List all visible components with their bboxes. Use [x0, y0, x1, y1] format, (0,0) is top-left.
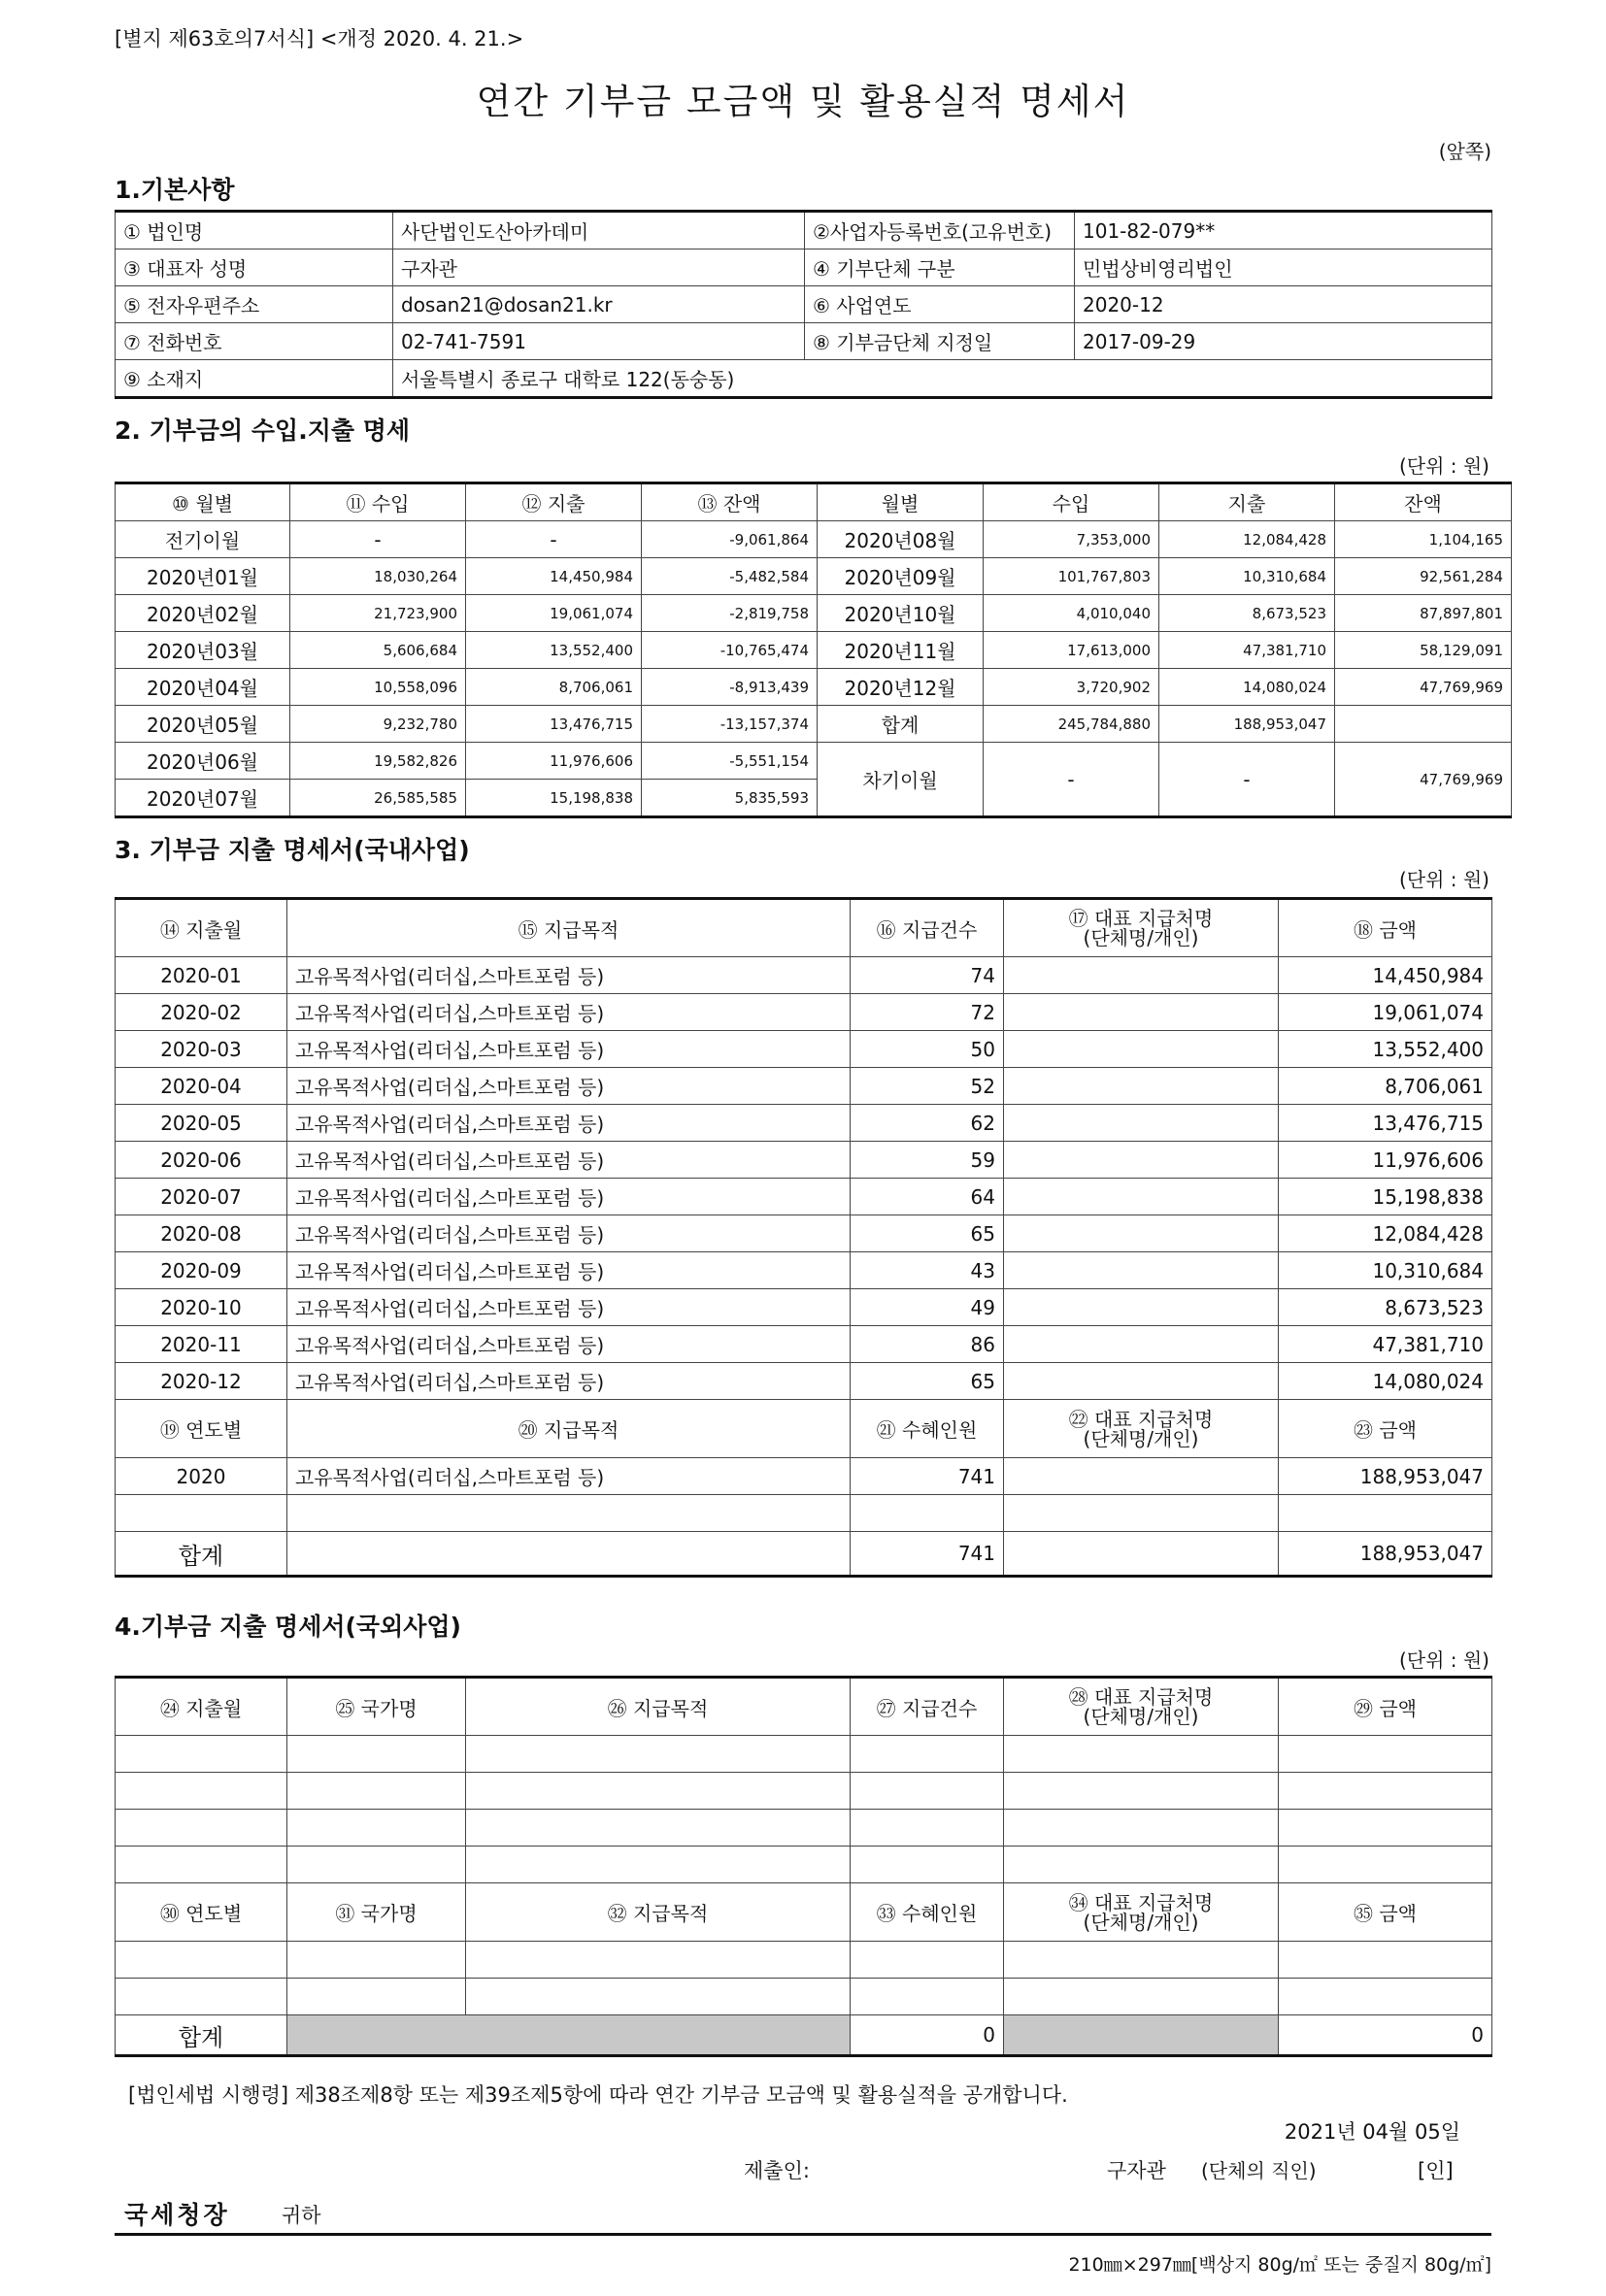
purpose-cell: 고유목적사업(리더십,스마트포럼 등): [287, 1215, 851, 1252]
total-label: 합계: [116, 1532, 287, 1577]
document-title: 연간 기부금 모금액 및 활용실적 명세서: [476, 81, 1130, 122]
income-row: [116, 669, 1512, 706]
count-cell: 64: [851, 1179, 1004, 1215]
domestic-row: [116, 1105, 1492, 1142]
submitter-role: (단체의 직인): [1201, 2159, 1317, 2182]
count-cell: 49: [851, 1289, 1004, 1326]
month-cell: 2020년07월: [116, 780, 290, 817]
month-cell: 합계: [818, 706, 984, 743]
column-header: ㉕ 국가명: [287, 1678, 466, 1736]
income-cell: 19,582,826: [290, 743, 466, 780]
recipient-cell: [1004, 1142, 1279, 1179]
column-header: ㉜ 지급목적: [466, 1883, 851, 1942]
foreign-header-row: [116, 1678, 1492, 1736]
income-cell: 9,232,780: [290, 706, 466, 743]
amount-cell: 14,450,984: [1279, 957, 1492, 994]
header-line: ㉒ 대표 지급처명: [1068, 1407, 1214, 1431]
form-number: [별지 제63호의7서식] <개정 2020. 4. 21.>: [115, 27, 524, 50]
balance-cell: -2,819,758: [642, 595, 818, 632]
expense-cell: 13,552,400: [466, 632, 642, 669]
section-domestic-heading: 3. 기부금 지출 명세서(국내사업): [115, 836, 470, 864]
income-row: [116, 558, 1512, 595]
empty-cell: [116, 1942, 287, 1979]
column-header: ⑲ 연도별: [116, 1400, 287, 1458]
recipient-cell: [1004, 1289, 1279, 1326]
empty-cell: [116, 1810, 287, 1847]
empty-cell: [287, 1810, 466, 1847]
month-cell: 2020년11월: [818, 632, 984, 669]
domestic-row: [116, 1326, 1492, 1363]
column-header: [1004, 1883, 1279, 1942]
purpose-cell: 고유목적사업(리더십,스마트포럼 등): [287, 994, 851, 1031]
purpose-cell: 고유목적사업(리더십,스마트포럼 등): [287, 1252, 851, 1289]
domestic-row: [116, 1142, 1492, 1179]
domestic-unit: (단위 : 원): [1398, 868, 1489, 891]
month-cell: 2020-07: [116, 1179, 287, 1215]
income-cell: 101,767,803: [984, 558, 1159, 595]
count-cell: 0: [851, 2015, 1004, 2056]
amount-cell: 8,706,061: [1279, 1068, 1492, 1105]
income-unit: (단위 : 원): [1398, 454, 1489, 478]
address-value: 서울특별시 종로구 대학로 122(동숭동): [393, 360, 1492, 398]
empty-cell: [851, 1979, 1004, 2015]
empty-cell: [287, 1847, 466, 1883]
empty-cell: [466, 1979, 851, 2015]
expense-cell: -: [1159, 743, 1335, 817]
submission-date: 2021년 04월 05일: [1284, 2120, 1460, 2144]
field-label: ⑨ 소재지: [116, 360, 393, 398]
amount-cell: 0: [1279, 2015, 1492, 2056]
column-header: [1004, 1678, 1279, 1736]
column-header: ㉝ 수혜인원: [851, 1883, 1004, 1942]
empty-cell: [466, 1773, 851, 1810]
income-cell: 17,613,000: [984, 632, 1159, 669]
field-value: 2017-09-29: [1075, 323, 1492, 360]
month-cell: 2020-05: [116, 1105, 287, 1142]
basic-info-row: [116, 323, 1492, 360]
field-label: ① 법인명: [116, 212, 393, 250]
empty-cell: [466, 1942, 851, 1979]
header-line: (단체명/개인): [1083, 1426, 1199, 1450]
income-cell: 3,720,902: [984, 669, 1159, 706]
recipient-cell: [1004, 994, 1279, 1031]
shaded-cell: [287, 2015, 851, 2056]
amount-cell: [1279, 1495, 1492, 1532]
count-cell: 65: [851, 1215, 1004, 1252]
count-cell: 59: [851, 1142, 1004, 1179]
income-cell: 18,030,264: [290, 558, 466, 595]
column-header: ⑩ 월별: [116, 483, 290, 521]
empty-cell: [466, 1810, 851, 1847]
count-cell: 65: [851, 1363, 1004, 1400]
purpose-cell: 고유목적사업(리더십,스마트포럼 등): [287, 1142, 851, 1179]
count-cell: [851, 1495, 1004, 1532]
amount-cell: 188,953,047: [1279, 1532, 1492, 1577]
basic-info-row: [116, 286, 1492, 323]
recipient-cell: [1004, 1495, 1279, 1532]
balance-cell: 87,897,801: [1335, 595, 1512, 632]
balance-cell: 58,129,091: [1335, 632, 1512, 669]
income-row: [116, 595, 1512, 632]
recipient-cell: [1004, 1068, 1279, 1105]
purpose-cell: 고유목적사업(리더십,스마트포럼 등): [287, 1458, 851, 1495]
recipient-cell: [1004, 1458, 1279, 1495]
empty-cell: [116, 1736, 287, 1773]
domestic-row: [116, 994, 1492, 1031]
month-cell: 2020년09월: [818, 558, 984, 595]
income-cell: 5,606,684: [290, 632, 466, 669]
column-header: ㉙ 금액: [1279, 1678, 1492, 1736]
empty-cell: [1004, 1736, 1279, 1773]
empty-cell: [851, 1810, 1004, 1847]
amount-cell: 13,552,400: [1279, 1031, 1492, 1068]
balance-cell: -10,765,474: [642, 632, 818, 669]
section-foreign-heading: 4.기부금 지출 명세서(국외사업): [115, 1613, 461, 1641]
field-label: ⑥ 사업연도: [805, 286, 1075, 323]
domestic-row: [116, 1215, 1492, 1252]
empty-cell: [287, 1942, 466, 1979]
amount-cell: 188,953,047: [1279, 1458, 1492, 1495]
count-cell: 741: [851, 1532, 1004, 1577]
count-cell: 741: [851, 1458, 1004, 1495]
balance-cell: -9,061,864: [642, 521, 818, 558]
amount-cell: 10,310,684: [1279, 1252, 1492, 1289]
month-cell: 2020-08: [116, 1215, 287, 1252]
recipient-cell: [1004, 1532, 1279, 1577]
expense-cell: 47,381,710: [1159, 632, 1335, 669]
income-row: [116, 521, 1512, 558]
domestic-row: [116, 1289, 1492, 1326]
field-value: 2020-12: [1075, 286, 1492, 323]
month-cell: 2020-09: [116, 1252, 287, 1289]
empty-cell: [1004, 1942, 1279, 1979]
header-line: ㉞ 대표 지급처명: [1068, 1890, 1214, 1914]
expense-cell: 19,061,074: [466, 595, 642, 632]
income-header-row: [116, 483, 1512, 521]
column-header: ㉟ 금액: [1279, 1883, 1492, 1942]
expense-cell: -: [466, 521, 642, 558]
field-label: ⑧ 기부금단체 지정일: [805, 323, 1075, 360]
income-row: [116, 632, 1512, 669]
recipient-cell: [1004, 1031, 1279, 1068]
month-cell: 2020년08월: [818, 521, 984, 558]
purpose-cell: [287, 1532, 851, 1577]
count-cell: 74: [851, 957, 1004, 994]
income-cell: -: [984, 743, 1159, 817]
field-label: ②사업자등록번호(고유번호): [805, 212, 1075, 250]
year-cell: 2020: [116, 1458, 287, 1495]
header-line: ㉘ 대표 지급처명: [1068, 1685, 1214, 1709]
domestic-row: [116, 1363, 1492, 1400]
domestic-row: [116, 1031, 1492, 1068]
empty-cell: [287, 1773, 466, 1810]
month-cell: 2020년10월: [818, 595, 984, 632]
month-cell: 2020-04: [116, 1068, 287, 1105]
purpose-cell: [287, 1495, 851, 1532]
column-header: 잔액: [1335, 483, 1512, 521]
domestic-row: [116, 1068, 1492, 1105]
count-cell: 72: [851, 994, 1004, 1031]
month-cell: 2020년02월: [116, 595, 290, 632]
field-value: 구자관: [393, 250, 805, 286]
basic-info-row: [116, 360, 1492, 398]
empty-cell: [1279, 1810, 1492, 1847]
domestic-expense-table: [115, 897, 1492, 1578]
foreign-empty-row: [116, 1942, 1492, 1979]
field-value: dosan21@dosan21.kr: [393, 286, 805, 323]
empty-cell: [1004, 1979, 1279, 2015]
honorific: 귀하: [282, 2204, 321, 2227]
column-header: ⑫ 지출: [466, 483, 642, 521]
column-header: [1004, 1400, 1279, 1458]
submitter-label: 제출인:: [744, 2159, 810, 2182]
empty-cell: [1279, 1942, 1492, 1979]
domestic-row: [116, 957, 1492, 994]
field-value: 민법상비영리법인: [1075, 250, 1492, 286]
empty-cell: [851, 1847, 1004, 1883]
empty-cell: [287, 1736, 466, 1773]
month-cell: 2020-02: [116, 994, 287, 1031]
month-cell: 2020년01월: [116, 558, 290, 595]
recipient-cell: [1004, 1179, 1279, 1215]
empty-cell: [116, 1847, 287, 1883]
foreign-empty-row: [116, 1979, 1492, 2015]
recipient-cell: [1004, 1215, 1279, 1252]
total-label: 합계: [116, 2015, 287, 2056]
basic-info-row: [116, 250, 1492, 286]
column-header: ㉓ 금액: [1279, 1400, 1492, 1458]
expense-cell: 188,953,047: [1159, 706, 1335, 743]
balance-cell: 1,104,165: [1335, 521, 1512, 558]
foreign-expense-table: [115, 1676, 1492, 2057]
empty-cell: [1279, 1979, 1492, 2015]
empty-cell: [466, 1736, 851, 1773]
column-header: ㉛ 국가명: [287, 1883, 466, 1942]
domestic-total-row: [116, 1532, 1492, 1577]
balance-cell: -5,482,584: [642, 558, 818, 595]
income-cell: 26,585,585: [290, 780, 466, 817]
purpose-cell: 고유목적사업(리더십,스마트포럼 등): [287, 957, 851, 994]
income-cell: 10,558,096: [290, 669, 466, 706]
empty-cell: [851, 1773, 1004, 1810]
domestic-year-row: [116, 1458, 1492, 1495]
expense-cell: 11,976,606: [466, 743, 642, 780]
purpose-cell: 고유목적사업(리더십,스마트포럼 등): [287, 1326, 851, 1363]
amount-cell: 13,476,715: [1279, 1105, 1492, 1142]
recipient-cell: [1004, 1363, 1279, 1400]
month-cell: 전기이월: [116, 521, 290, 558]
month-cell: 2020년12월: [818, 669, 984, 706]
column-header: ⑪ 수입: [290, 483, 466, 521]
month-cell: 2020-10: [116, 1289, 287, 1326]
field-value: 101-82-079**: [1075, 212, 1492, 250]
balance-cell: [1335, 706, 1512, 743]
count-cell: 50: [851, 1031, 1004, 1068]
purpose-cell: 고유목적사업(리더십,스마트포럼 등): [287, 1105, 851, 1142]
bottom-rule: [115, 2233, 1491, 2236]
expense-cell: 14,080,024: [1159, 669, 1335, 706]
field-label: ④ 기부단체 구분: [805, 250, 1075, 286]
income-row: [116, 706, 1512, 743]
column-header: ⑭ 지출월: [116, 899, 287, 957]
expense-cell: 12,084,428: [1159, 521, 1335, 558]
balance-cell: -5,551,154: [642, 743, 818, 780]
section-income-heading: 2. 기부금의 수입.지출 명세: [115, 416, 411, 445]
header-line: (단체명/개인): [1083, 1705, 1199, 1728]
expense-cell: 14,450,984: [466, 558, 642, 595]
column-header: ⑱ 금액: [1279, 899, 1492, 957]
empty-cell: [1279, 1847, 1492, 1883]
domestic-header-row: [116, 1400, 1492, 1458]
shaded-cell: [1004, 2015, 1279, 2056]
column-header: ㉗ 지급건수: [851, 1678, 1004, 1736]
foreign-total-row: [116, 2015, 1492, 2056]
amount-cell: 15,198,838: [1279, 1179, 1492, 1215]
amount-cell: 47,381,710: [1279, 1326, 1492, 1363]
empty-cell: [851, 1736, 1004, 1773]
amount-cell: 12,084,428: [1279, 1215, 1492, 1252]
recipient-cell: [1004, 1252, 1279, 1289]
balance-cell: 47,769,969: [1335, 669, 1512, 706]
foreign-empty-row: [116, 1736, 1492, 1773]
column-header: 월별: [818, 483, 984, 521]
basic-info-table: [115, 210, 1492, 399]
field-value: 02-741-7591: [393, 323, 805, 360]
field-value: 사단법인도산아카데미: [393, 212, 805, 250]
purpose-cell: 고유목적사업(리더십,스마트포럼 등): [287, 1031, 851, 1068]
foreign-unit: (단위 : 원): [1398, 1648, 1489, 1672]
amount-cell: 11,976,606: [1279, 1142, 1492, 1179]
purpose-cell: 고유목적사업(리더십,스마트포럼 등): [287, 1363, 851, 1400]
empty-cell: [116, 1773, 287, 1810]
purpose-cell: 고유목적사업(리더십,스마트포럼 등): [287, 1179, 851, 1215]
count-cell: 52: [851, 1068, 1004, 1105]
recipient-cell: [1004, 1105, 1279, 1142]
count-cell: 86: [851, 1326, 1004, 1363]
income-cell: 4,010,040: [984, 595, 1159, 632]
income-cell: 21,723,900: [290, 595, 466, 632]
balance-cell: -8,913,439: [642, 669, 818, 706]
expense-cell: 10,310,684: [1159, 558, 1335, 595]
column-header: ⑬ 잔액: [642, 483, 818, 521]
foreign-empty-row: [116, 1773, 1492, 1810]
income-cell: -: [290, 521, 466, 558]
empty-cell: [1279, 1773, 1492, 1810]
recipient-cell: [1004, 1326, 1279, 1363]
empty-cell: [1279, 1736, 1492, 1773]
domestic-header-row: [116, 899, 1492, 957]
field-label: ⑤ 전자우편주소: [116, 286, 393, 323]
count-cell: 43: [851, 1252, 1004, 1289]
income-cell: 245,784,880: [984, 706, 1159, 743]
year-cell: [116, 1495, 287, 1532]
month-cell: 2020-01: [116, 957, 287, 994]
amount-cell: 8,673,523: [1279, 1289, 1492, 1326]
purpose-cell: 고유목적사업(리더십,스마트포럼 등): [287, 1068, 851, 1105]
amount-cell: 19,061,074: [1279, 994, 1492, 1031]
foreign-empty-row: [116, 1847, 1492, 1883]
purpose-cell: 고유목적사업(리더십,스마트포럼 등): [287, 1289, 851, 1326]
submitter-name: 구자관: [1107, 2159, 1166, 2182]
income-row: [116, 743, 1512, 780]
column-header: ⑯ 지급건수: [851, 899, 1004, 957]
basic-info-row: [116, 212, 1492, 250]
month-cell: 2020년06월: [116, 743, 290, 780]
income-expense-table: [115, 482, 1512, 818]
foreign-empty-row: [116, 1810, 1492, 1847]
expense-cell: 15,198,838: [466, 780, 642, 817]
count-cell: 62: [851, 1105, 1004, 1142]
month-cell: 2020-03: [116, 1031, 287, 1068]
balance-cell: 5,835,593: [642, 780, 818, 817]
recipient-cell: [1004, 957, 1279, 994]
seal-mark: [인]: [1418, 2159, 1454, 2182]
domestic-row: [116, 1179, 1492, 1215]
month-cell: 차기이월: [818, 743, 984, 817]
month-cell: 2020년03월: [116, 632, 290, 669]
header-line: (단체명/개인): [1083, 926, 1199, 949]
column-header: ㉚ 연도별: [116, 1883, 287, 1942]
header-line: (단체명/개인): [1083, 1910, 1199, 1934]
balance-cell: 92,561,284: [1335, 558, 1512, 595]
empty-cell: [851, 1942, 1004, 1979]
month-cell: 2020-06: [116, 1142, 287, 1179]
field-label: ③ 대표자 성명: [116, 250, 393, 286]
empty-cell: [466, 1847, 851, 1883]
column-header: ⑳ 지급목적: [287, 1400, 851, 1458]
domestic-year-row: [116, 1495, 1492, 1532]
income-cell: 7,353,000: [984, 521, 1159, 558]
header-line: ⑰ 대표 지급처명: [1068, 907, 1214, 930]
column-header: 수입: [984, 483, 1159, 521]
page-side-label: (앞쪽): [1438, 140, 1491, 163]
expense-cell: 8,706,061: [466, 669, 642, 706]
column-header: ⑮ 지급목적: [287, 899, 851, 957]
recipient: 국세청장: [124, 2201, 230, 2229]
month-cell: 2020-11: [116, 1326, 287, 1363]
domestic-row: [116, 1252, 1492, 1289]
amount-cell: 14,080,024: [1279, 1363, 1492, 1400]
balance-cell: -13,157,374: [642, 706, 818, 743]
empty-cell: [287, 1979, 466, 2015]
empty-cell: [116, 1979, 287, 2015]
section-basic-heading: 1.기본사항: [115, 176, 235, 204]
month-cell: 2020년05월: [116, 706, 290, 743]
legal-note: [법인세법 시행령] 제38조제8항 또는 제39조제5항에 따라 연간 기부금 모금액 및 활용실적을 공개합니다.: [128, 2083, 1068, 2107]
column-header: 지출: [1159, 483, 1335, 521]
column-header: ㉑ 수혜인원: [851, 1400, 1004, 1458]
expense-cell: 8,673,523: [1159, 595, 1335, 632]
month-cell: 2020년04월: [116, 669, 290, 706]
empty-cell: [1004, 1847, 1279, 1883]
balance-cell: 47,769,969: [1335, 743, 1512, 817]
column-header: ㉔ 지출월: [116, 1678, 287, 1736]
paper-spec: 210㎜×297㎜[백상지 80g/㎡ 또는 중질지 80g/㎡]: [1068, 2254, 1491, 2276]
month-cell: 2020-12: [116, 1363, 287, 1400]
foreign-header-row: [116, 1883, 1492, 1942]
empty-cell: [1004, 1773, 1279, 1810]
field-label: ⑦ 전화번호: [116, 323, 393, 360]
expense-cell: 13,476,715: [466, 706, 642, 743]
empty-cell: [1004, 1810, 1279, 1847]
column-header: ㉖ 지급목적: [466, 1678, 851, 1736]
column-header: [1004, 899, 1279, 957]
